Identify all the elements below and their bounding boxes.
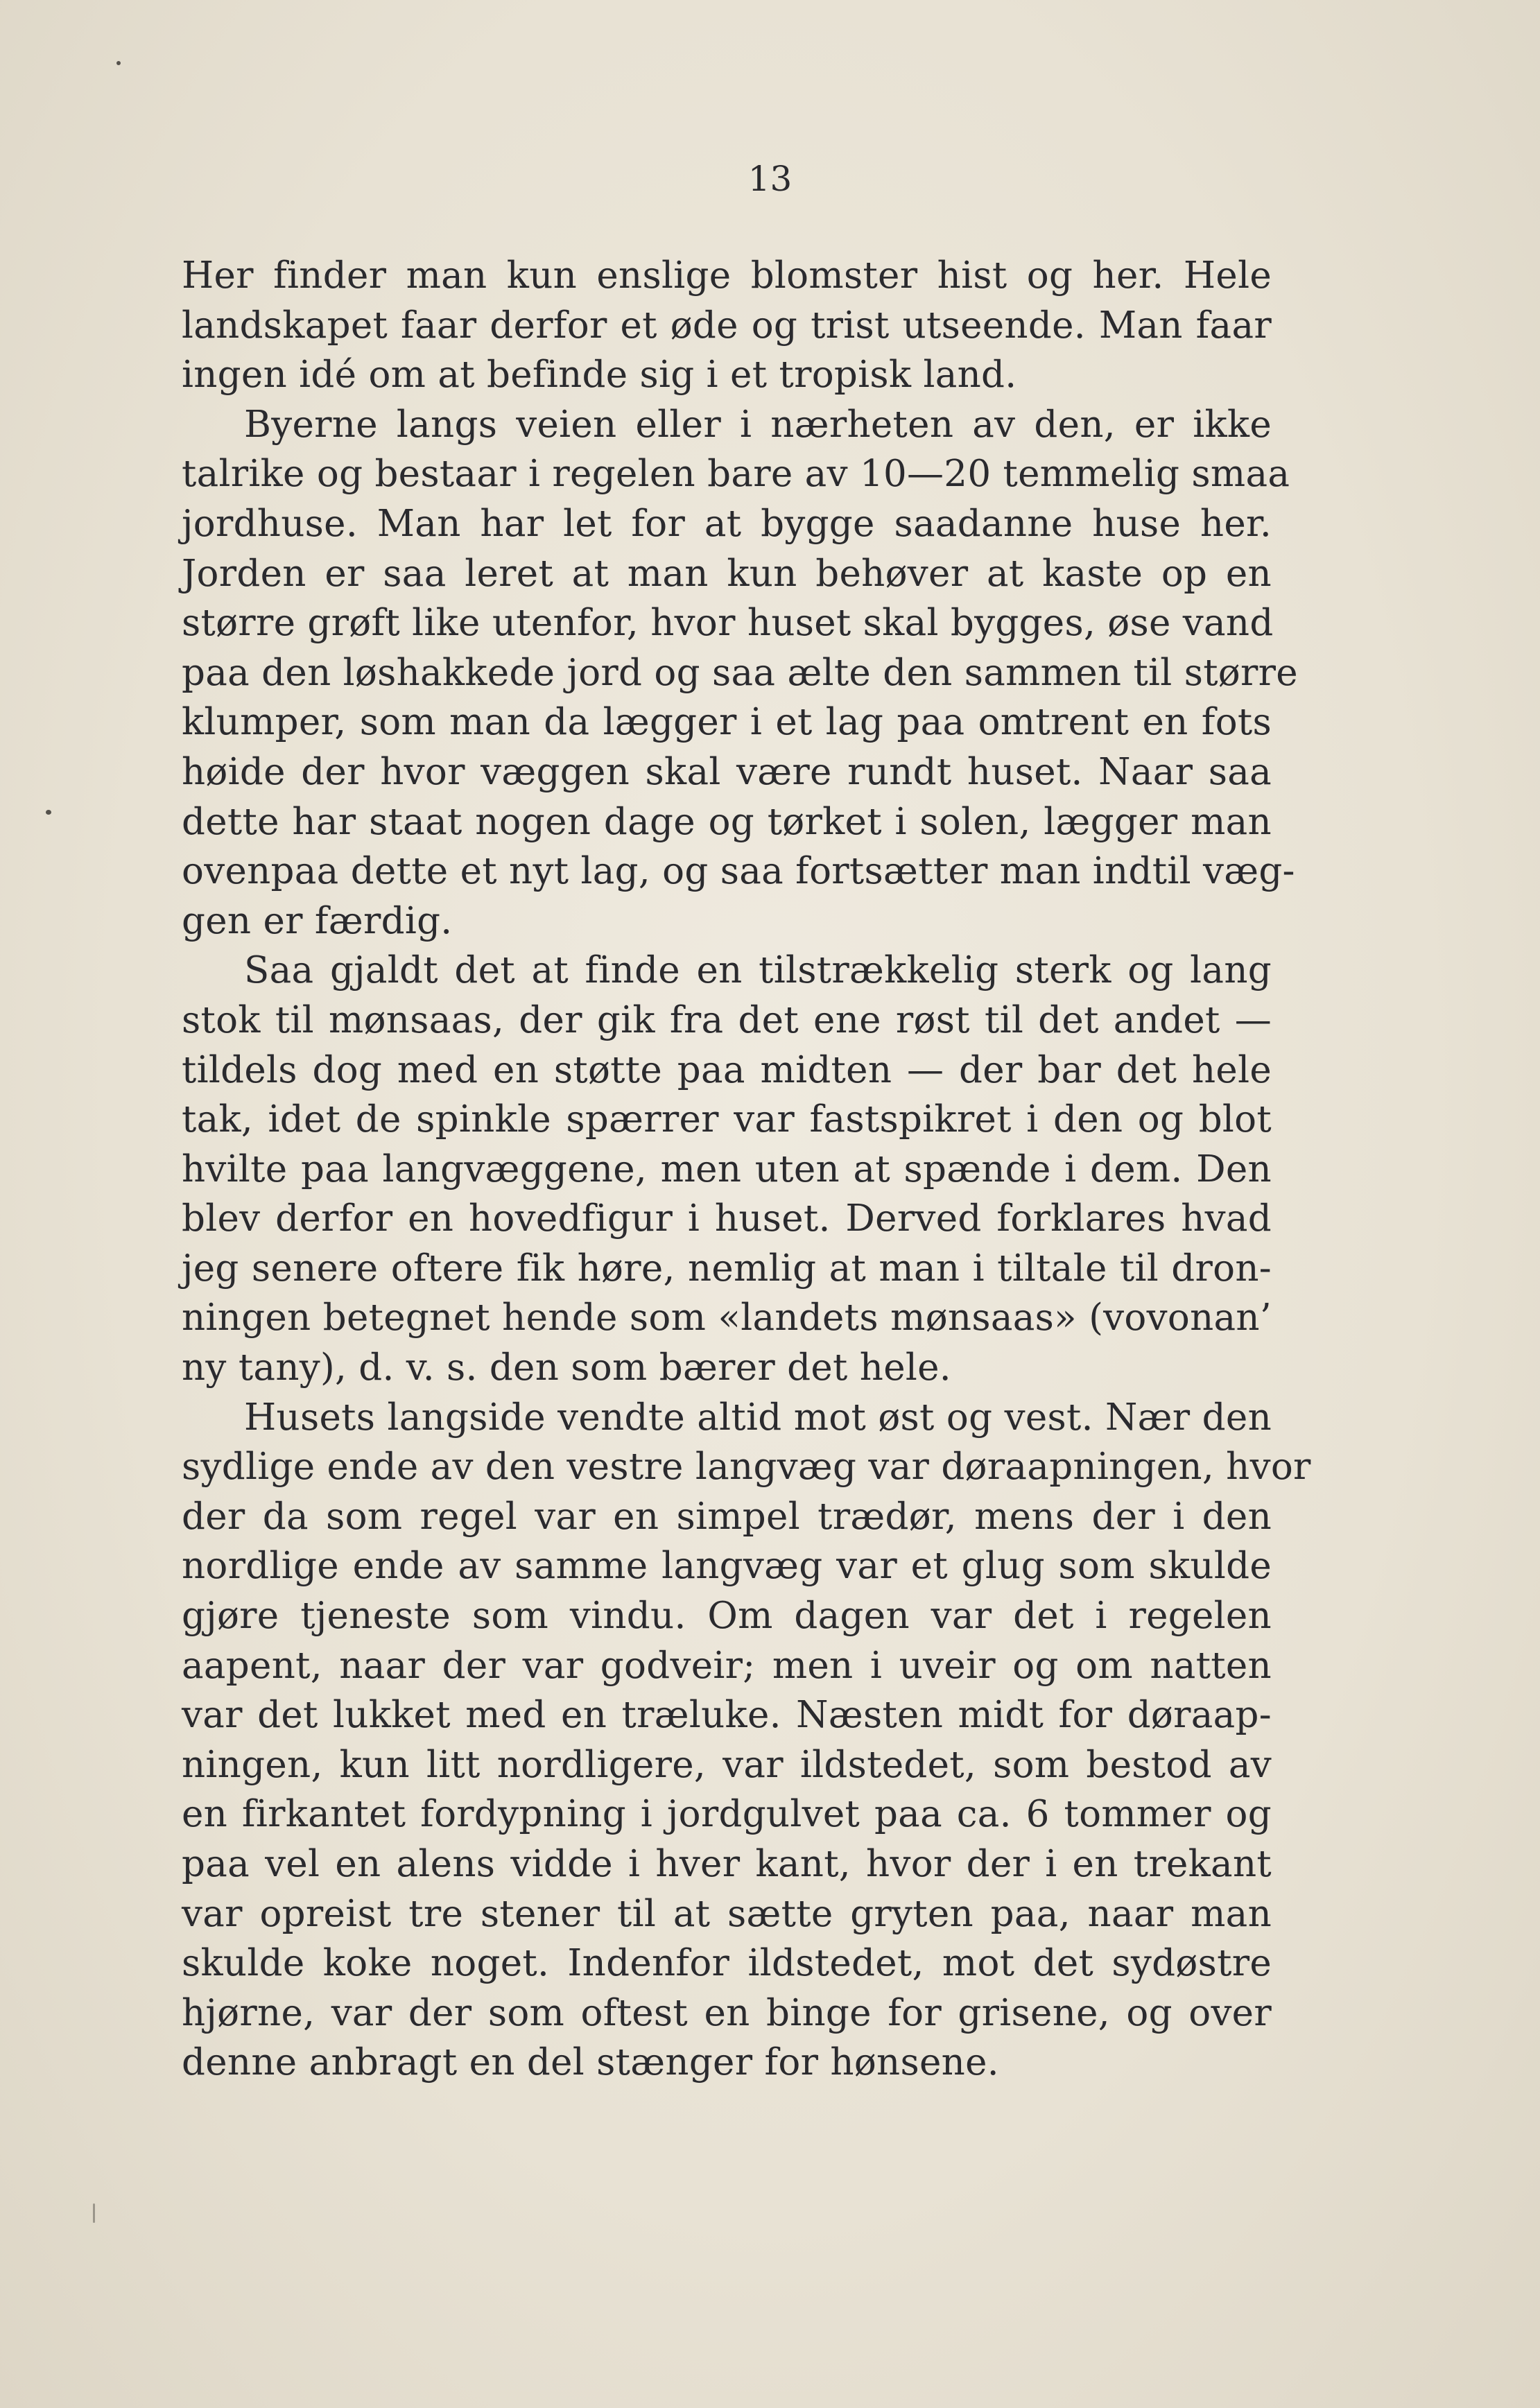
body-text	[182, 251, 1311, 2088]
paper-speck	[93, 2203, 95, 2223]
text-line: hvilte paa langvæggene, men uten at spænde i dem. Den	[182, 1147, 1272, 1190]
paper-speck	[116, 61, 121, 65]
text-line: en firkantet fordypning i jordgulvet paa ca. 6 tommer og	[182, 1793, 1272, 1836]
text-line: sydlige ende av den vestre langvæg var døraapningen, hvor	[182, 1446, 1311, 1489]
text-line: var det lukket med en træluke. Næsten midt for døraap-	[182, 1694, 1272, 1737]
text-line: landskapet faar derfor et øde og trist utseende. Man faar	[182, 304, 1272, 347]
text-line: blev derfor en hovedfigur i huset. Derved forklares hvad	[182, 1197, 1272, 1240]
text-line: Saa gjaldt det at finde en tilstrækkelig sterk og lang	[244, 949, 1272, 992]
text-line: klumper, som man da lægger i et lag paa omtrent en fots	[182, 701, 1272, 744]
text-line: der da som regel var en simpel trædør, mens der i den	[182, 1495, 1272, 1538]
text-line: gen er færdig.	[182, 899, 453, 942]
text-line: ingen idé om at befinde sig i et tropisk land.	[182, 354, 1017, 397]
text-line: hjørne, var der som oftest en binge for grisene, og over	[182, 1991, 1272, 2034]
text-line: gjøre tjeneste som vindu. Om dagen var det i regelen	[182, 1595, 1272, 1638]
text-line: denne anbragt en del stænger for hønsene.	[182, 2041, 999, 2084]
text-line: skulde koke noget. Indenfor ildstedet, mot det sydøstre	[182, 1942, 1272, 1985]
text-line: Byerne langs veien eller i nærheten av den, er ikke	[244, 403, 1272, 446]
text-line: ningen, kun litt nordligere, var ildstedet, som bestod av	[182, 1743, 1272, 1786]
text-line: større grøft like utenfor, hvor huset skal bygges, øse vand	[182, 602, 1274, 645]
text-line: ovenpaa dette et nyt lag, og saa fortsætter man indtil væg-	[182, 850, 1295, 893]
text-line: nordlige ende av samme langvæg var et glug som skulde	[182, 1545, 1272, 1588]
text-line: tildels dog med en støtte paa midten — der bar det hele	[182, 1048, 1272, 1091]
text-line: var opreist tre stener til at sætte gryten paa, naar man	[182, 1892, 1272, 1935]
text-line: stok til mønsaas, der gik fra det ene røst til det andet —	[182, 998, 1272, 1041]
text-line: Jorden er saa leret at man kun behøver at kaste op en	[182, 552, 1272, 595]
text-line: ningen betegnet hende som «landets mønsaas» (vovonan’	[182, 1297, 1272, 1340]
paper-speck	[46, 810, 51, 815]
text-line: paa den løshakkede jord og saa ælte den sammen til større	[182, 651, 1298, 694]
text-line: dette har staat nogen dage og tørket i solen, lægger man	[182, 800, 1272, 843]
text-line: jeg senere oftere fik høre, nemlig at man i tiltale til dron-	[182, 1247, 1272, 1290]
text-line: ny tany), d. v. s. den som bærer det hele.	[182, 1346, 951, 1389]
text-line: tak, idet de spinkle spærrer var fastspikret i den og blot	[182, 1098, 1272, 1141]
text-line: Her finder man kun enslige blomster hist og her. Hele	[182, 254, 1272, 297]
text-line: talrike og bestaar i regelen bare av 10—20 temmelig smaa	[182, 453, 1290, 496]
text-line: høide der hvor væggen skal være rundt huset. Naar saa	[182, 750, 1272, 793]
page-number: 13	[747, 159, 793, 199]
text-line: Husets langside vendte altid mot øst og vest. Nær den	[244, 1396, 1272, 1439]
text-line: jordhuse. Man har let for at bygge saadanne huse her.	[182, 502, 1272, 545]
text-line: aapent, naar der var godveir; men i uveir og om natten	[182, 1644, 1272, 1687]
text-line: paa vel en alens vidde i hver kant, hvor der i en trekant	[182, 1843, 1272, 1885]
